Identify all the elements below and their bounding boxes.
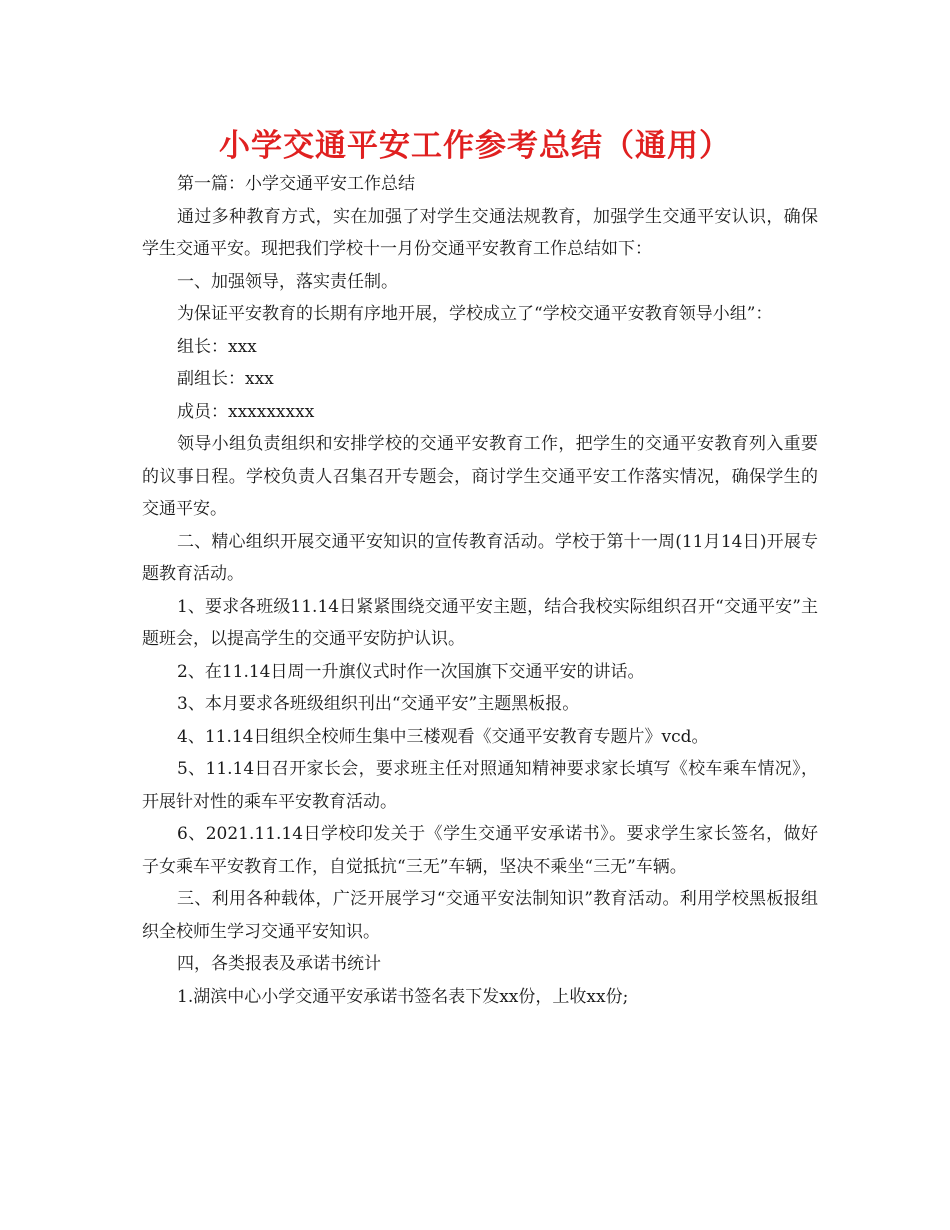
paragraph-leadership-group: 为保证平安教育的长期有序地开展，学校成立了“学校交通平安教育领导小组”： [177,304,773,324]
paragraph-item-3: 3、本月要求各班级组织刊出“交通平安”主题黑板报。 [177,694,580,714]
paragraph-group-leader: 组长：xxx [177,336,257,357]
document-body [142,168,818,1013]
paragraph-statistics-1: 1.湖滨中心小学交通平安承诺书签名表下发xx份，上收xx份; [177,986,629,1007]
paragraph-intro: 通过多种教育方式，实在加强了对学生交通法规教育，加强学生交通平安认识，确保学生交通平安。现把我们学校十一月份交通平安教育工作总结如下： [142,206,818,259]
paragraph-item-1: 1、要求各班级11.14日紧紧围绕交通平安主题，结合我校实际组织召开“交通平安”主题班会，以提高学生的交通平安防护认识。 [142,596,818,649]
paragraph-members: 成员：xxxxxxxxx [177,401,315,422]
paragraph-item-2: 2、在11.14日周一升旗仪式时作一次国旗下交通平安的讲话。 [177,661,645,682]
paragraph-heading-2: 二、精心组织开展交通平安知识的宣传教育活动。学校于第十一周(11月14日)开展专题教育活动。 [142,531,818,584]
paragraph-heading-1: 一、加强领导，落实责任制。 [177,271,398,292]
document-title: 小学交通平安工作参考总结（通用） [219,128,731,164]
paragraph-section-heading: 第一篇：小学交通平安工作总结 [177,174,415,194]
paragraph-heading-4: 四，各类报表及承诺书统计 [177,954,381,974]
paragraph-heading-3: 三、利用各种载体，广泛开展学习“交通平安法制知识”教育活动。利用学校黑板报组织全校师生学习交通平安知识。 [142,889,818,942]
paragraph-deputy-leader: 副组长：xxx [177,369,274,389]
paragraph-group-duties: 领导小组负责组织和安排学校的交通平安教育工作，把学生的交通平安教育列入重要的议事日程。学校负责人召集召开专题会，商讨学生交通平安工作落实情况，确保学生的交通平安。 [142,434,818,519]
paragraph-item-5: 5、11.14日召开家长会，要求班主任对照通知精神要求家长填写《校车乘车情况》，开展针对性的乘车平安教育活动。 [142,759,818,812]
paragraph-item-4: 4、11.14日组织全校师生集中三楼观看《交通平安教育专题片》vcd。 [177,726,709,747]
paragraph-item-6: 6、2021.11.14日学校印发关于《学生交通平安承诺书》。要求学生家长签名，做好子女乘车平安教育工作，自觉抵抗“三无”车辆，坚决不乘坐“三无”车辆。 [142,824,818,877]
